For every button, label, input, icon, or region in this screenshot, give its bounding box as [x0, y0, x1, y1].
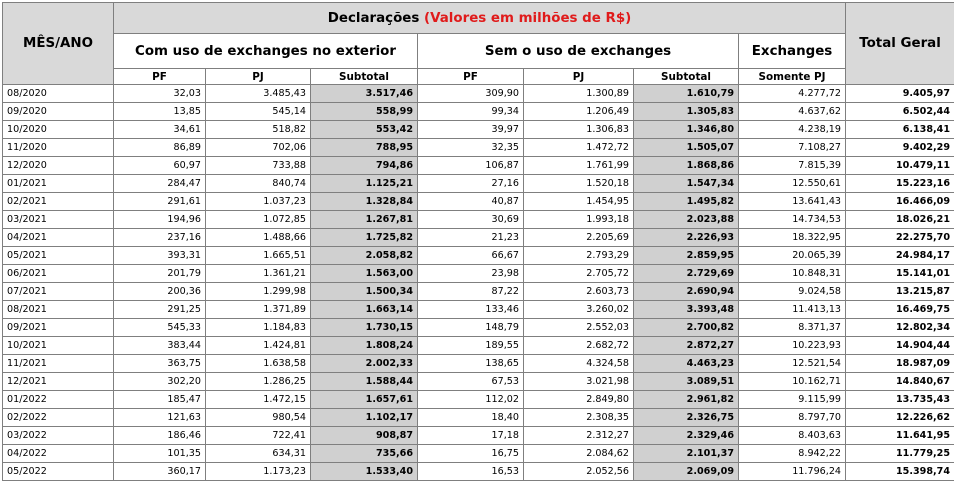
somente-pj-cell: 20.065,39 — [739, 247, 846, 265]
pj-cell: 1.424,81 — [206, 337, 311, 355]
pj-cell: 2.084,62 — [524, 445, 634, 463]
subtotal-cell: 1.305,83 — [634, 103, 739, 121]
table-row — [3, 337, 954, 355]
table-row — [3, 319, 954, 337]
total-geral-cell: 22.275,70 — [846, 229, 954, 247]
mes-ano-cell: 12/2021 — [3, 373, 114, 391]
somente-pj-cell: 4.637,62 — [739, 103, 846, 121]
pj-cell: 1.037,23 — [206, 193, 311, 211]
subtotal-cell: 2.961,82 — [634, 391, 739, 409]
pj-cell: 1.993,18 — [524, 211, 634, 229]
pj-cell: 518,82 — [206, 121, 311, 139]
table-title — [114, 3, 846, 34]
somente-pj-cell: 4.238,19 — [739, 121, 846, 139]
pj-cell: 1.665,51 — [206, 247, 311, 265]
pj-cell: 2.552,03 — [524, 319, 634, 337]
subtotal-cell: 1.808,24 — [311, 337, 418, 355]
somente-pj-cell: 12.521,54 — [739, 355, 846, 373]
mes-ano-cell: 07/2021 — [3, 283, 114, 301]
pf-cell: 40,87 — [418, 193, 524, 211]
total-geral-cell: 15.398,74 — [846, 463, 954, 481]
table-row — [3, 283, 954, 301]
pf-cell: 27,16 — [418, 175, 524, 193]
table-row — [3, 85, 954, 103]
pf-cell: 309,90 — [418, 85, 524, 103]
pj-cell: 1.488,66 — [206, 229, 311, 247]
total-geral-cell: 14.840,67 — [846, 373, 954, 391]
somente-pj-cell: 14.734,53 — [739, 211, 846, 229]
somente-pj-cell: 7.815,39 — [739, 157, 846, 175]
subtotal-cell: 1.610,79 — [634, 85, 739, 103]
subtotal-cell: 558,99 — [311, 103, 418, 121]
total-geral-cell: 13.215,87 — [846, 283, 954, 301]
table-row — [3, 355, 954, 373]
somente-pj-cell: 4.277,72 — [739, 85, 846, 103]
somente-pj-cell: 8.371,37 — [739, 319, 846, 337]
table-row — [3, 445, 954, 463]
mes-ano-cell: 03/2021 — [3, 211, 114, 229]
pj-cell: 733,88 — [206, 157, 311, 175]
table-row — [3, 391, 954, 409]
somente-pj-cell: 10.162,71 — [739, 373, 846, 391]
total-geral-header: Total Geral — [846, 3, 954, 85]
subtotal-cell: 2.069,09 — [634, 463, 739, 481]
pf-cell: 18,40 — [418, 409, 524, 427]
title-unit: (Valores em milhões de R$) — [424, 11, 631, 26]
table-row — [3, 157, 954, 175]
mes-ano-cell: 02/2021 — [3, 193, 114, 211]
pf-cell: 17,18 — [418, 427, 524, 445]
table-row — [3, 427, 954, 445]
mes-ano-cell: 12/2020 — [3, 157, 114, 175]
pj-cell: 2.682,72 — [524, 337, 634, 355]
table-row — [3, 247, 954, 265]
mes-ano-cell: 04/2021 — [3, 229, 114, 247]
col-pj-header: PJ — [524, 69, 634, 85]
pj-cell: 2.849,80 — [524, 391, 634, 409]
somente-pj-cell: 9.115,99 — [739, 391, 846, 409]
pf-cell: 545,33 — [114, 319, 206, 337]
pf-cell: 189,55 — [418, 337, 524, 355]
table-row — [3, 409, 954, 427]
table-row — [3, 301, 954, 319]
total-geral-cell: 16.466,09 — [846, 193, 954, 211]
pf-cell: 291,61 — [114, 193, 206, 211]
total-geral-cell: 15.223,16 — [846, 175, 954, 193]
subtotal-cell: 3.089,51 — [634, 373, 739, 391]
pj-cell: 1.371,89 — [206, 301, 311, 319]
pf-cell: 148,79 — [418, 319, 524, 337]
total-geral-cell: 18.026,21 — [846, 211, 954, 229]
pf-cell: 23,98 — [418, 265, 524, 283]
subtotal-cell: 2.872,27 — [634, 337, 739, 355]
subtotal-cell: 4.463,23 — [634, 355, 739, 373]
subtotal-cell: 2.729,69 — [634, 265, 739, 283]
subtotal-cell: 1.267,81 — [311, 211, 418, 229]
pf-cell: 237,16 — [114, 229, 206, 247]
col-somente-pj-header: Somente PJ — [739, 69, 846, 85]
mes-ano-cell: 09/2021 — [3, 319, 114, 337]
pf-cell: 34,61 — [114, 121, 206, 139]
pj-cell: 1.299,98 — [206, 283, 311, 301]
pj-cell: 3.485,43 — [206, 85, 311, 103]
subtotal-cell: 1.663,14 — [311, 301, 418, 319]
subtotal-cell: 1.868,86 — [634, 157, 739, 175]
pj-cell: 2.052,56 — [524, 463, 634, 481]
subtotal-cell: 3.393,48 — [634, 301, 739, 319]
pj-cell: 1.300,89 — [524, 85, 634, 103]
group-exchanges-header: Exchanges — [739, 34, 846, 69]
table-row — [3, 229, 954, 247]
somente-pj-cell: 10.848,31 — [739, 265, 846, 283]
mes-ano-cell: 08/2020 — [3, 85, 114, 103]
somente-pj-cell: 8.942,22 — [739, 445, 846, 463]
pf-cell: 66,67 — [418, 247, 524, 265]
total-geral-cell: 12.226,62 — [846, 409, 954, 427]
pf-cell: 121,63 — [114, 409, 206, 427]
pj-cell: 2.308,35 — [524, 409, 634, 427]
mes-ano-cell: 02/2022 — [3, 409, 114, 427]
total-geral-cell: 9.402,29 — [846, 139, 954, 157]
pf-cell: 383,44 — [114, 337, 206, 355]
pj-cell: 722,41 — [206, 427, 311, 445]
subtotal-cell: 1.730,15 — [311, 319, 418, 337]
pf-cell: 87,22 — [418, 283, 524, 301]
subtotal-cell: 2.700,82 — [634, 319, 739, 337]
mes-ano-cell: 01/2021 — [3, 175, 114, 193]
pj-cell: 2.705,72 — [524, 265, 634, 283]
pf-cell: 32,35 — [418, 139, 524, 157]
table-row — [3, 211, 954, 229]
subtotal-cell: 1.505,07 — [634, 139, 739, 157]
pj-cell: 2.312,27 — [524, 427, 634, 445]
pj-cell: 702,06 — [206, 139, 311, 157]
group-sem-uso-header: Sem o uso de exchanges — [418, 34, 739, 69]
col-subtotal-header: Subtotal — [634, 69, 739, 85]
somente-pj-cell: 18.322,95 — [739, 229, 846, 247]
mes-ano-header: MÊS/ANO — [3, 3, 114, 85]
subtotal-cell: 3.517,46 — [311, 85, 418, 103]
title-main: Declarações — [328, 11, 420, 26]
pj-cell: 1.454,95 — [524, 193, 634, 211]
subtotal-cell: 2.690,94 — [634, 283, 739, 301]
pj-cell: 1.472,72 — [524, 139, 634, 157]
pf-cell: 32,03 — [114, 85, 206, 103]
total-geral-cell: 9.405,97 — [846, 85, 954, 103]
mes-ano-cell: 03/2022 — [3, 427, 114, 445]
pj-cell: 2.603,73 — [524, 283, 634, 301]
pf-cell: 200,36 — [114, 283, 206, 301]
subtotal-cell: 2.859,95 — [634, 247, 739, 265]
subtotal-cell: 1.563,00 — [311, 265, 418, 283]
subtotal-cell: 788,95 — [311, 139, 418, 157]
pj-cell: 3.260,02 — [524, 301, 634, 319]
subtotal-cell: 2.226,93 — [634, 229, 739, 247]
somente-pj-cell: 9.024,58 — [739, 283, 846, 301]
group-com-uso-header: Com uso de exchanges no exterior — [114, 34, 418, 69]
subtotal-cell: 1.125,21 — [311, 175, 418, 193]
pf-cell: 67,53 — [418, 373, 524, 391]
table-body — [3, 85, 954, 481]
subtotal-cell: 2.326,75 — [634, 409, 739, 427]
pf-cell: 393,31 — [114, 247, 206, 265]
pf-cell: 302,20 — [114, 373, 206, 391]
pf-cell: 185,47 — [114, 391, 206, 409]
subtotal-cell: 1.500,34 — [311, 283, 418, 301]
pj-cell: 634,31 — [206, 445, 311, 463]
subtotal-cell: 1.533,40 — [311, 463, 418, 481]
pf-cell: 30,69 — [418, 211, 524, 229]
total-geral-cell: 24.984,17 — [846, 247, 954, 265]
pj-cell: 1.761,99 — [524, 157, 634, 175]
somente-pj-cell: 11.796,24 — [739, 463, 846, 481]
mes-ano-cell: 08/2021 — [3, 301, 114, 319]
total-geral-cell: 14.904,44 — [846, 337, 954, 355]
pf-cell: 201,79 — [114, 265, 206, 283]
pj-cell: 1.472,15 — [206, 391, 311, 409]
mes-ano-cell: 04/2022 — [3, 445, 114, 463]
subtotal-cell: 735,66 — [311, 445, 418, 463]
somente-pj-cell: 10.223,93 — [739, 337, 846, 355]
total-geral-cell: 18.987,09 — [846, 355, 954, 373]
subtotal-cell: 1.547,34 — [634, 175, 739, 193]
pf-cell: 21,23 — [418, 229, 524, 247]
pj-cell: 840,74 — [206, 175, 311, 193]
subtotal-cell: 553,42 — [311, 121, 418, 139]
pf-cell: 363,75 — [114, 355, 206, 373]
pj-cell: 4.324,58 — [524, 355, 634, 373]
mes-ano-cell: 09/2020 — [3, 103, 114, 121]
subtotal-cell: 2.058,82 — [311, 247, 418, 265]
pf-cell: 101,35 — [114, 445, 206, 463]
pf-cell: 13,85 — [114, 103, 206, 121]
somente-pj-cell: 11.413,13 — [739, 301, 846, 319]
pj-cell: 980,54 — [206, 409, 311, 427]
somente-pj-cell: 12.550,61 — [739, 175, 846, 193]
total-geral-cell: 12.802,34 — [846, 319, 954, 337]
total-geral-cell: 11.641,95 — [846, 427, 954, 445]
mes-ano-cell: 05/2022 — [3, 463, 114, 481]
col-subtotal-header: Subtotal — [311, 69, 418, 85]
subtotal-cell: 2.101,37 — [634, 445, 739, 463]
total-geral-cell: 16.469,75 — [846, 301, 954, 319]
pf-cell: 16,75 — [418, 445, 524, 463]
subtotal-cell: 2.023,88 — [634, 211, 739, 229]
pj-cell: 1.638,58 — [206, 355, 311, 373]
subtotal-cell: 1.328,84 — [311, 193, 418, 211]
pj-cell: 545,14 — [206, 103, 311, 121]
pf-cell: 186,46 — [114, 427, 206, 445]
pj-cell: 1.520,18 — [524, 175, 634, 193]
mes-ano-cell: 10/2020 — [3, 121, 114, 139]
total-geral-cell: 10.479,11 — [846, 157, 954, 175]
pf-cell: 99,34 — [418, 103, 524, 121]
col-pf-header: PF — [418, 69, 524, 85]
table-row — [3, 463, 954, 481]
mes-ano-cell: 10/2021 — [3, 337, 114, 355]
pf-cell: 284,47 — [114, 175, 206, 193]
pj-cell: 1.184,83 — [206, 319, 311, 337]
table-row — [3, 175, 954, 193]
total-geral-cell: 13.735,43 — [846, 391, 954, 409]
table-row — [3, 139, 954, 157]
mes-ano-cell: 11/2021 — [3, 355, 114, 373]
total-geral-cell: 11.779,25 — [846, 445, 954, 463]
table-row — [3, 373, 954, 391]
pj-cell: 3.021,98 — [524, 373, 634, 391]
subtotal-cell: 1.588,44 — [311, 373, 418, 391]
subtotal-cell: 794,86 — [311, 157, 418, 175]
table-row — [3, 193, 954, 211]
somente-pj-cell: 7.108,27 — [739, 139, 846, 157]
pf-cell: 112,02 — [418, 391, 524, 409]
pj-cell: 1.072,85 — [206, 211, 311, 229]
subtotal-cell: 1.346,80 — [634, 121, 739, 139]
pf-cell: 106,87 — [418, 157, 524, 175]
table-row — [3, 103, 954, 121]
pj-cell: 1.206,49 — [524, 103, 634, 121]
col-pf-header: PF — [114, 69, 206, 85]
pf-cell: 39,97 — [418, 121, 524, 139]
pj-cell: 1.173,23 — [206, 463, 311, 481]
pf-cell: 16,53 — [418, 463, 524, 481]
mes-ano-cell: 05/2021 — [3, 247, 114, 265]
pj-cell: 2.205,69 — [524, 229, 634, 247]
subtotal-cell: 1.495,82 — [634, 193, 739, 211]
somente-pj-cell: 8.403,63 — [739, 427, 846, 445]
pf-cell: 138,65 — [418, 355, 524, 373]
pf-cell: 60,97 — [114, 157, 206, 175]
subtotal-cell: 2.002,33 — [311, 355, 418, 373]
col-pj-header: PJ — [206, 69, 311, 85]
table-row — [3, 265, 954, 283]
declaracoes-table — [2, 2, 954, 481]
total-geral-cell: 15.141,01 — [846, 265, 954, 283]
subtotal-cell: 908,87 — [311, 427, 418, 445]
mes-ano-cell: 11/2020 — [3, 139, 114, 157]
total-geral-cell: 6.502,44 — [846, 103, 954, 121]
somente-pj-cell: 8.797,70 — [739, 409, 846, 427]
pj-cell: 1.306,83 — [524, 121, 634, 139]
subtotal-cell: 1.102,17 — [311, 409, 418, 427]
subtotal-cell: 1.657,61 — [311, 391, 418, 409]
subtotal-cell: 2.329,46 — [634, 427, 739, 445]
total-geral-cell: 6.138,41 — [846, 121, 954, 139]
table-row — [3, 121, 954, 139]
pj-cell: 2.793,29 — [524, 247, 634, 265]
pf-cell: 360,17 — [114, 463, 206, 481]
pf-cell: 133,46 — [418, 301, 524, 319]
somente-pj-cell: 13.641,43 — [739, 193, 846, 211]
mes-ano-cell: 01/2022 — [3, 391, 114, 409]
pf-cell: 291,25 — [114, 301, 206, 319]
pf-cell: 194,96 — [114, 211, 206, 229]
subtotal-cell: 1.725,82 — [311, 229, 418, 247]
mes-ano-cell: 06/2021 — [3, 265, 114, 283]
pj-cell: 1.361,21 — [206, 265, 311, 283]
pj-cell: 1.286,25 — [206, 373, 311, 391]
pf-cell: 86,89 — [114, 139, 206, 157]
